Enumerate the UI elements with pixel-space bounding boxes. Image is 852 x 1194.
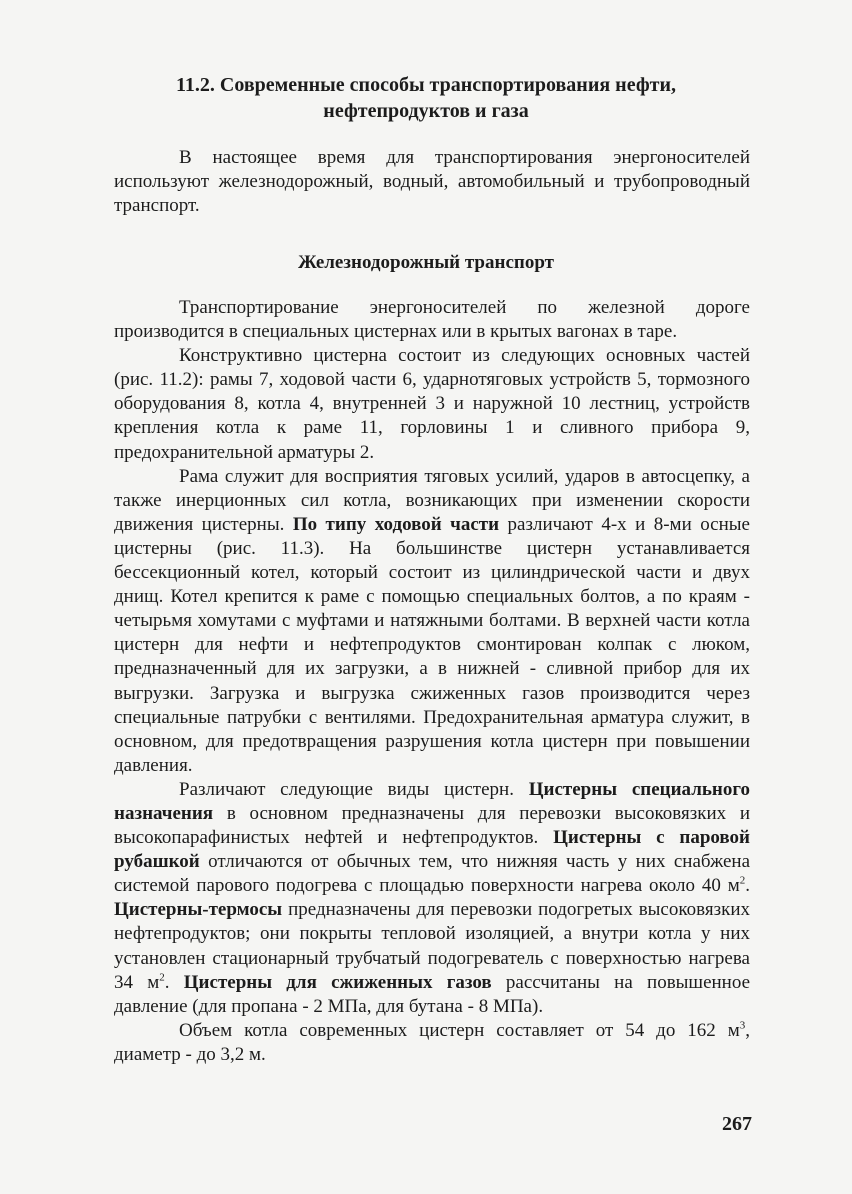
paragraph-4-text-f: . (164, 971, 184, 993)
paragraph-4 (114, 778, 750, 1019)
superscript-2-a: 2 (739, 874, 746, 887)
term-steam-jacket-tanks: Цистерны с паровой рубашкой (114, 827, 750, 873)
paragraph-2: Конструктивно цистерна состоит из следующих основных частей (рис. 11.2): рамы 7, ходовой части 6, ударнотяговых устройств 5, тормозного оборудования 8, котла 4, внутренней 3 и наружной 10 лестниц, устройств крепления котла к раме 11, горловины 1 и сливного прибора 9, предохранительной арматуры 2. (114, 345, 750, 463)
superscript-3: 3 (739, 1019, 746, 1032)
term-liquefied-gas-tanks: Цистерны для сжиженных газов (183, 971, 492, 993)
intro-block (114, 146, 750, 218)
subsection-heading: Железнодорожный транспорт (298, 252, 554, 273)
paragraph-4-text-a: Различают следующие виды цистерн. (179, 778, 529, 800)
paragraph-1: Транспортирование энергоносителей по железной дороге производится в специальных цистернах или в крытых вагонах в таре. (114, 297, 750, 343)
paragraph-4-text-d: . (745, 875, 750, 897)
paragraph-4-text-c: отличаются от обычных тем, что нижняя часть у них снабжена системой парового подогрева с площадью поверхности нагрева около 40 м (114, 851, 750, 897)
paragraph-5-text-b: , диаметр - до 3,2 м. (114, 1019, 750, 1065)
paragraph-4-text-g: рассчитаны на повышенное давление (для пропана - 2 МПа, для бутана - 8 МПа). (114, 971, 750, 1017)
paragraph-4-text-b: в основном предназначены для перевозки высоковязких и высокопарафинистых нефтей и нефтепродуктов. (114, 802, 750, 849)
paragraph-3 (114, 465, 750, 778)
paragraph-3-text-a: Рама служит для восприятия тяговых усилий, ударов в автосцепку, а также инерционных сил котла, возникающих при изменении скорости движения цистерны. (114, 465, 750, 535)
term-special-tanks: Цистерны специального назначения (114, 778, 750, 824)
section-title-line-2: нефтепродуктов и газа (323, 100, 529, 122)
section-title (100, 72, 752, 124)
body-text (114, 296, 750, 1067)
paragraph-5 (114, 1019, 750, 1067)
paragraph-3-text-b: различают 4-х и 8-ми осные цистерны (рис. 11.3). На большинстве цистерн устанавливается бессекционный котел, который состоит из цилиндрической части и двух днищ. Котел крепится к раме с помощью специальных болтов, а по краям - четырьмя хомутами с муфтами и натяжными болтами. В верхней части котла цистерн для нефти и нефтепродуктов смонтирован колпак с люком, предназначенный для их загрузки, а в нижней - сливной прибор для их выгрузки. Загрузка и выгрузка сжиженных газов производится через специальные патрубки с вентилями. Предохранительная арматура служит, в основном, для предотвращения разрушения котла цистерн при повышении давления. (114, 513, 750, 776)
paragraph-3-bold: По типу ходовой части (292, 513, 500, 535)
term-thermos-tanks: Цистерны-термосы (114, 899, 283, 921)
paragraph-4-text-e: предназначены для перевозки подогретых высоковязких нефтепродуктов; они покрыты тепловой изоляцией, а внутри котла у них установлен стационарный трубчатый подогреватель с поверхностью нагрева 34 м (114, 899, 750, 993)
page-number: 267 (722, 1113, 752, 1135)
section-title-line-1: 11.2. Современные способы транспортирования нефти, (175, 74, 677, 96)
intro-paragraph: В настоящее время для транспортирования энергоносителей используют железнодорожный, водный, автомобильный и трубопроводный транспорт. (114, 147, 750, 217)
paragraph-5-text-a: Объем котла современных цистерн составляет от 54 до 162 м (179, 1019, 740, 1041)
superscript-2-b: 2 (159, 971, 165, 984)
